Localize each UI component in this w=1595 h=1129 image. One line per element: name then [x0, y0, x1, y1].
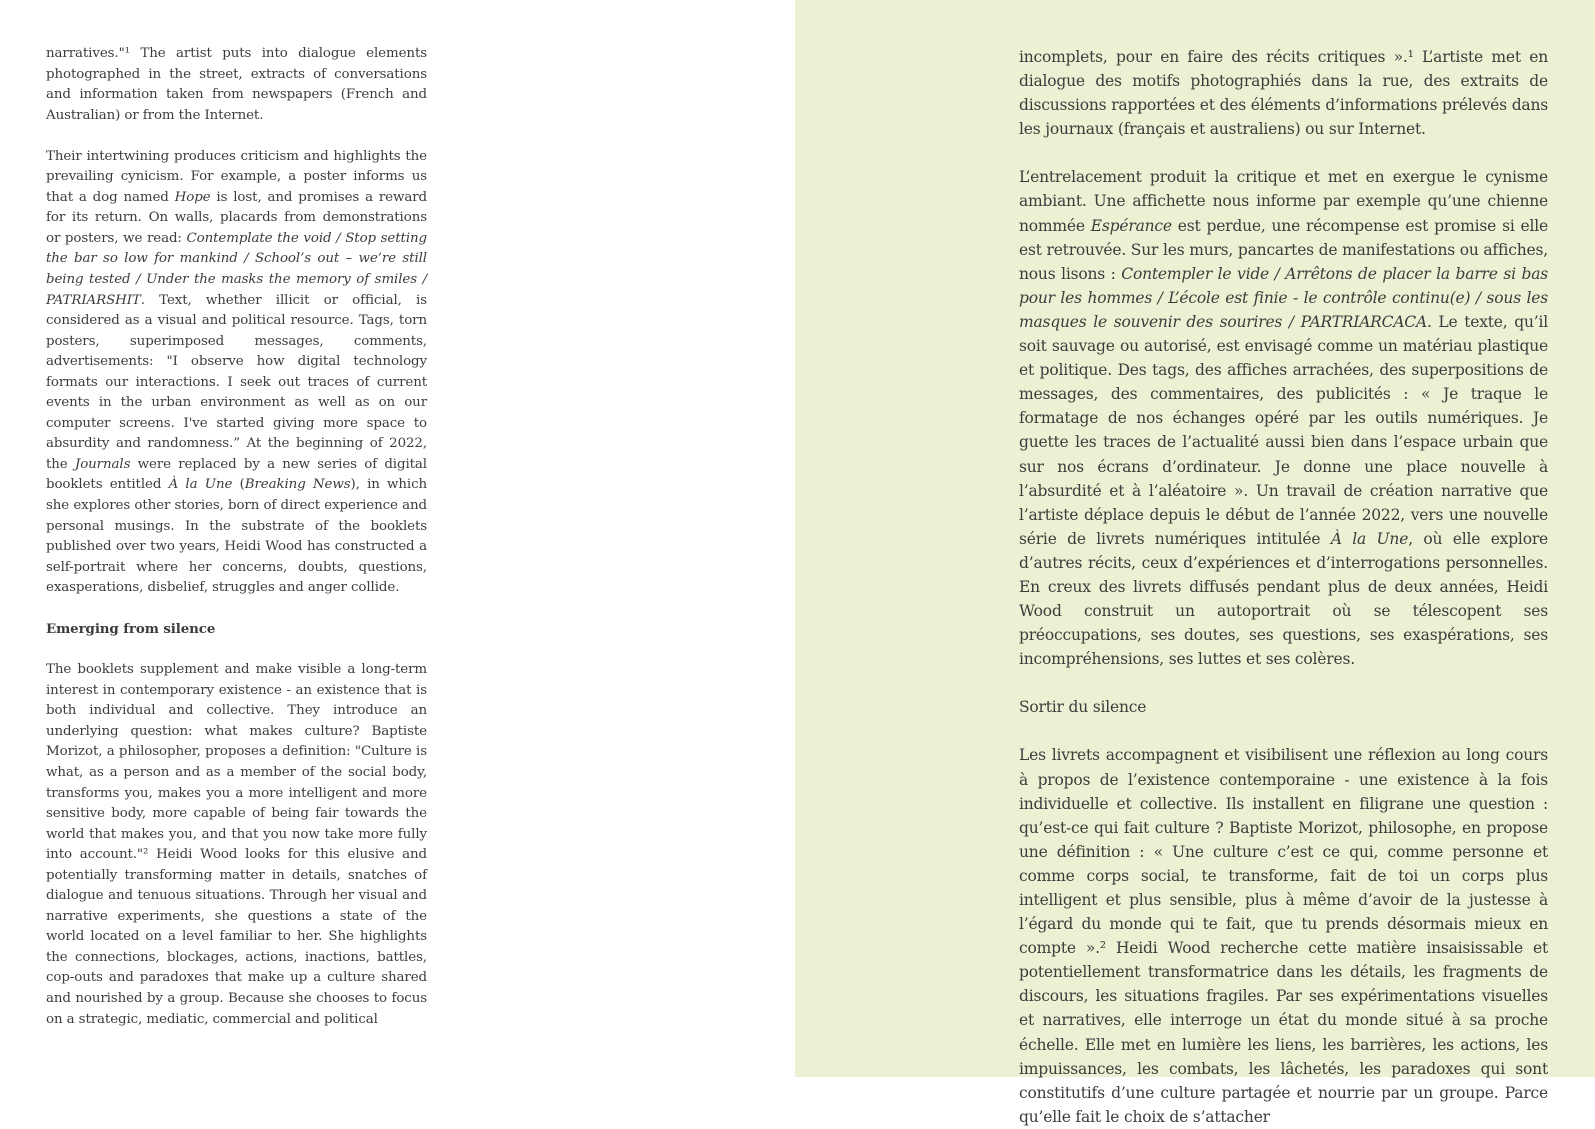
text-run: is lost, and promises a reward for its return. On walls, placards from demonstrations or posters, we read: [46, 189, 427, 246]
english-paragraph-1: narratives."¹ The artist puts into dialogue elements photographed in the street, extracts of conversations and information taken from newspapers (French and Australian) or from the Internet. [46, 46, 427, 123]
french-paragraph-3: Les livrets accompagnent et visibilisent une réflexion au long cours à propos de l’existence contemporaine - une existence à la fois individuelle et collective. Ils installent en filigrane une question : qu’est-ce qui fait culture ? Baptiste Morizot, philosophe, en propose une définition : « Une culture c’est ce qui, comme personne et comme corps social, te transforme, fait de toi un corps plus intelligent et plus sensible, plus à même d’avoir de la justesse à l’égard du monde qui te fait, que tu prends désormais mieux en compte ».² Heidi Wood recherche cette matière insaisissable et potentiellement transformatrice dans les détails, les fragments de discours, les situations fragiles. Par ses expérimentations visuelles et narratives, elle interroge un état du monde situé à sa proche échelle. Elle met en lumière les liens, les barrières, les actions, les impuissances, les combats, les lâchetés, les paradoxes qui sont constitutifs d’une culture partagée et nourrie par un groupe. Parce qu’elle fait le choix de s’attacher [1019, 746, 1548, 1126]
text-run: ( [232, 477, 245, 493]
text-run: L’entrelacement produit la critique et met en exergue le cynisme ambiant. Une affichette nous informe par exemple qu’une chienne nommée [1019, 168, 1548, 235]
italic-placard-quote: Contemplate the void / Stop setting the bar so low for mankind / School’s out – we’re still being tested / Under the masks the memory of smiles / PATRIARSHIT [46, 230, 427, 308]
text-run: . Le texte, qu’il soit sauvage ou autorisé, est envisagé comme un matériau plastique et politique. Des tags, des affiches arrachées, des superpositions de messages, des commentaires, des publicités : « Je traque le formatage de nos échanges opéré par les outils numériques. Je guette les traces de l’actualité aussi bien dans l’espace urbain que sur nos écrans d’ordinateur. Je donne une place nouvelle à l’absurdité et à l’aléatoire ». Un travail de création narrative que l’artiste déplace depuis le début de l’année 2022, vers une nouvelle série de livrets numériques intitulée [1019, 312, 1548, 548]
english-section-heading: Emerging from silence [46, 621, 216, 638]
text-run: est perdue, une récompense est promise si elle est retrouvée. Sur les murs, pancartes de manifestations ou affiches, nous lisons : [1019, 216, 1548, 283]
french-paragraph-2 [1019, 165, 1548, 671]
text-run: ), in which she explores other stories, born of direct experience and personal musings. In the substrate of the booklets published over two years, Heidi Wood has constructed a self-portrait where her concerns, doubts, questions, exasperations, disbelief, struggles and anger collide. [46, 477, 428, 596]
italic-dog-name: Espérance [1090, 216, 1172, 235]
english-text-column [46, 44, 427, 1030]
italic-dog-name: Hope [174, 189, 211, 205]
text-run: . Text, whether illicit or official, is considered as a visual and political resource. Tags, torn posters, superimposed messages, comments, advertisements: "I observe how digital technology formats our interactions. I seek out traces of current events in the urban environment as well as on our computer screens. I've started giving more space to absurdity and randomness.” At the beginning of 2022, the [46, 292, 427, 472]
french-section-heading: Sortir du silence [1019, 698, 1147, 717]
text-run: were replaced by a new series of digital booklets entitled [46, 456, 427, 493]
french-paragraph-1: incomplets, pour en faire des récits critiques ».¹ L’artiste met en dialogue des motifs photographiés dans la rue, des extraits de discussions rapportées et des éléments d’informations prélevés dans les journaux (français et australiens) ou sur Internet. [1019, 48, 1548, 139]
french-text-column [1019, 45, 1548, 1129]
english-paragraph-3: The booklets supplement and make visible a long-term interest in contemporary existence - an existence that is both individual and collective. They introduce an underlying question: what makes culture? Baptiste Morizot, a philosopher, proposes a definition: "Culture is what, as a person and as a member of the social body, transforms you, makes you a more intelligent and more sensitive body, more capable of being fair towards the world that makes you, and that you now take more fully into account."² Heidi Wood looks for this elusive and potentially transforming matter in details, snatches of dialogue and tenuous situations. Through her visual and narrative experiments, she questions a state of the world located on a level familiar to her. She highlights the connections, blockages, actions, inactions, battles, cop-outs and paradoxes that make up a culture shared and nourished by a group. Because she chooses to focus on a strategic, mediatic, commercial and political [46, 662, 427, 1027]
italic-booklet-title: À la Une [168, 477, 233, 493]
english-page [0, 0, 795, 1077]
english-paragraph-2 [46, 147, 427, 599]
italic-breaking-news: Breaking News [244, 477, 351, 493]
italic-booklet-title: À la Une [1330, 529, 1409, 548]
italic-journals-title: Journals [74, 456, 131, 472]
italic-placard-quote: Contempler le vide / Arrêtons de placer la barre si bas pour les hommes / L’école est finie - le contrôle continu(e) / sous les masques le souvenir des sourires / PARTRIARCACA [1019, 264, 1548, 331]
text-run: , où elle explore d’autres récits, ceux d’expériences et d’interrogations personnelles. En creux des livrets diffusés pendant plus de deux années, Heidi Wood construit un autoportrait où se télescopent ses préoccupations, ses doutes, ses questions, ses exaspérations, ses incompréhensions, ses luttes et ses colères. [1019, 529, 1549, 669]
text-run: Their intertwining produces criticism and highlights the prevailing cynicism. For example, a poster informs us that a dog named [46, 148, 427, 205]
french-page [795, 0, 1595, 1126]
